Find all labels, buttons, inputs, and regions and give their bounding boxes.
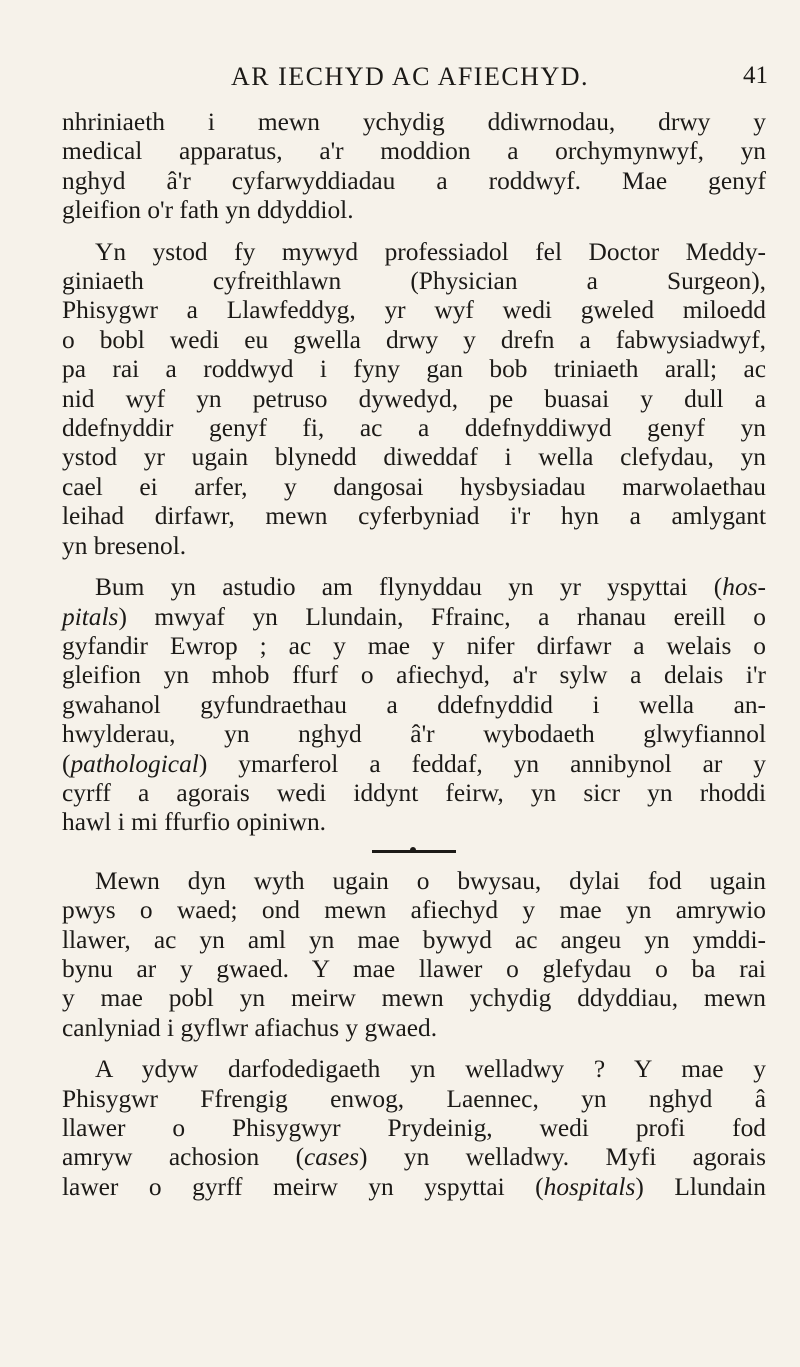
text-line: llawer o Phisygwyr Prydeinig, wedi profi fod <box>62 1114 766 1142</box>
body-text <box>62 108 766 1214</box>
text-line: nghyd â'r cyfarwyddiadau a roddwyf. Mae genyf <box>62 166 766 195</box>
text-line: Bum yn astudio am flynyddau yn yr yspyttai (hos- <box>95 573 766 602</box>
text-line: gleifion yn mhob ffurf o afiechyd, a'r sylw a delais i'r <box>62 661 766 690</box>
text-line: giniaeth cyfreithlawn (Physician a Surgeon), <box>62 267 766 296</box>
text-line: llawer, ac yn aml yn mae bywyd ac angeu yn ymddi- <box>62 925 766 954</box>
paragraph-5 <box>62 1055 766 1202</box>
text-line: amryw achosion (cases) yn welladwy. Myfi agorais <box>62 1143 766 1172</box>
paragraph-2 <box>62 238 766 561</box>
text-line: yn bresenol. <box>62 531 187 560</box>
running-title: AR IECHYD AC AFIECHYD. <box>230 62 590 91</box>
text-line: hwylderau, yn nghyd â'r wybodaeth glwyfiannol <box>62 720 766 749</box>
text-line: A ydyw darfodedigaeth yn welladwy ? Y mae y <box>95 1055 766 1084</box>
text-line: gleifion o'r fath yn ddyddiol. <box>62 196 354 225</box>
paragraph-3 <box>62 573 766 838</box>
text-line: bynu ar y gwaed. Y mae llawer o glefydau o ba rai <box>62 954 766 983</box>
page-number: 41 <box>743 62 768 89</box>
text-line: lawer o gyrff meirw yn yspyttai (hospitals) Llundain <box>62 1172 766 1201</box>
text-line: hawl i mi ffurfio opiniwn. <box>62 808 326 837</box>
text-line: cyrff a agorais wedi iddynt feirw, yn sicr yn rhoddi <box>62 778 766 807</box>
text-line: Yn ystod fy mywyd professiadol fel Doctor Meddy- <box>95 237 766 266</box>
paragraph-4 <box>62 867 766 1043</box>
text-line: o bobl wedi eu gwella drwy y drefn a fabwysiadwyf, <box>62 325 766 354</box>
text-line: cael ei arfer, y dangosai hysbysiadau marwolaethau <box>62 472 766 501</box>
text-line: Phisygwr a Llawfeddyg, yr wyf wedi gweled miloedd <box>62 296 766 325</box>
text-line: pitals) mwyaf yn Llundain, Ffrainc, a rhanau ereill o <box>62 602 766 631</box>
text-line: pa rai a roddwyd i fyny gan bob triniaeth arall; ac <box>62 355 766 384</box>
text-line: ddefnyddir genyf fi, ac a ddefnyddiwyd genyf yn <box>62 414 766 443</box>
running-head <box>60 62 768 102</box>
paragraph-1 <box>62 108 766 226</box>
text-line: leihad dirfawr, mewn cyferbyniad i'r hyn a amlygant <box>62 502 766 531</box>
text-line: pwys o waed; ond mewn afiechyd y mae yn amrywio <box>62 896 766 925</box>
text-line: nhriniaeth i mewn ychydig ddiwrnodau, drwy y <box>62 108 766 136</box>
text-line: Mewn dyn wyth ugain o bwysau, dylai fod ugain <box>95 866 766 895</box>
text-line: (pathological) ymarferol a feddaf, yn annibynol ar y <box>62 749 766 778</box>
text-line: Phisygwr Ffrengig enwog, Laennec, yn nghyd â <box>62 1084 766 1113</box>
text-line: ystod yr ugain blynedd diweddaf i wella clefydau, yn <box>62 443 766 472</box>
text-line: medical apparatus, a'r moddion a orchymynwyf, yn <box>62 137 766 166</box>
text-line: gyfandir Ewrop ; ac y mae y nifer dirfawr a welais o <box>62 631 766 660</box>
text-line: y mae pobl yn meirw mewn ychydig ddyddiau, mewn <box>62 984 766 1013</box>
text-line: nid wyf yn petruso dywedyd, pe buasai y dull a <box>62 384 766 413</box>
section-divider-ornament <box>372 850 456 853</box>
text-line: canlyniad i gyflwr afiachus y gwaed. <box>62 1013 438 1042</box>
text-line: gwahanol gyfundraethau a ddefnyddid i wella an- <box>62 690 766 719</box>
